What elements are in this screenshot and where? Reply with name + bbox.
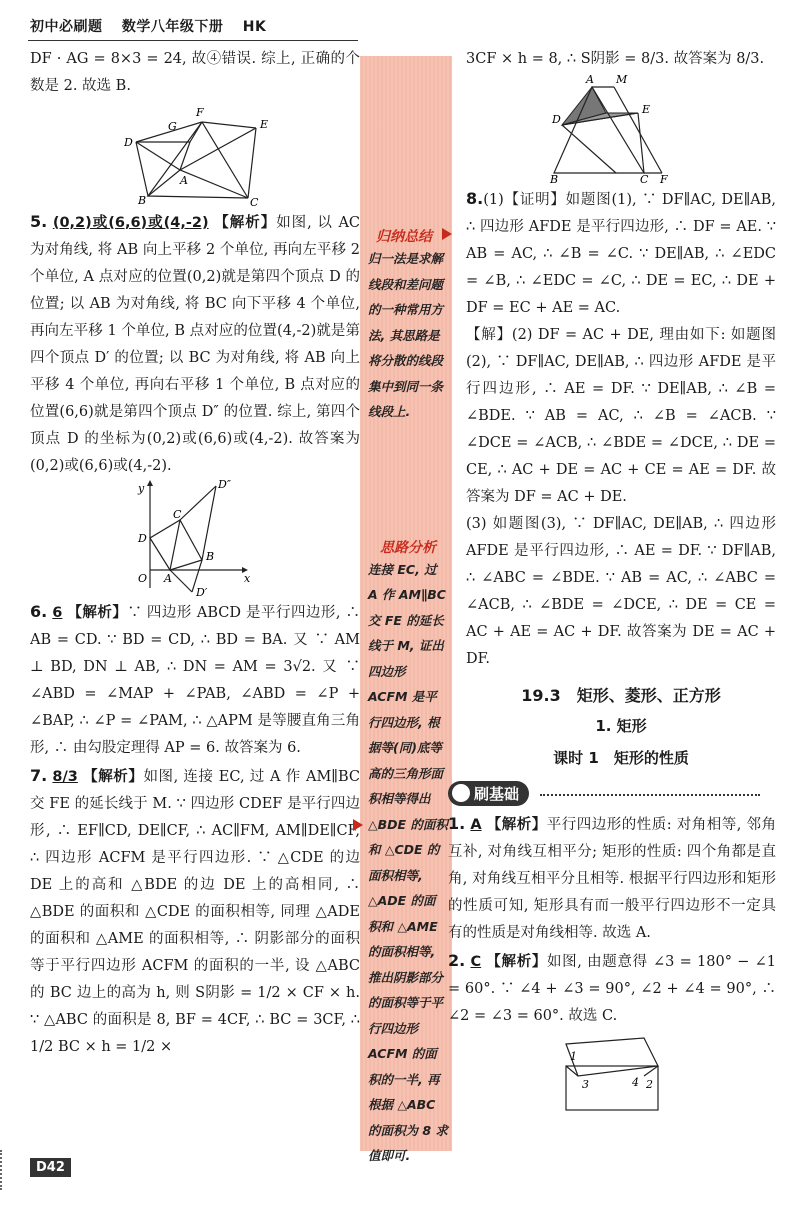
note-analysis-title: 思路分析	[380, 539, 436, 556]
note-analysis-body: 连接 EC, 过 A 作 AM∥BC 交 FE 的延长线于 M, 证出四边形 ACFM 是平行四边形, 根据等(同)底等高的三角形面积相等得出 △BDE 的面积和 △CDE 的面积相等, △ADE 的面积和 △AME 的面积相等, 推出阴影部分的面积等于平行四边形 ACFM 的面积的一半, 再根据 △ABC 的面积为 8 求值即可.	[368, 561, 448, 1163]
intro-paragraph: DF · AG = 8×3 = 24, 故④错误. 综上, 正确的个数是 2. 故选 B.	[30, 51, 360, 94]
q5-number: 5.	[30, 212, 48, 231]
note-summary-title: 归纳总结	[376, 229, 432, 245]
q5-tag: 【解析】	[214, 214, 277, 231]
figure-quadrilateral-1	[30, 100, 360, 208]
margin-notes	[360, 56, 452, 1163]
q6-number: 6.	[30, 602, 48, 621]
q7-text: 如图, 连接 EC, 过 A 作 AM∥BC 交 FE 的延长线于 M. ∵ 四边形 CDEF 是平行四边形, ∴ EF∥CD, DE∥CF, ∴ AC∥FM, AM∥DE∥CF, ∴ 四边形 ACFM 是平行四边形. ∵ △CDE 的边 DE 上的高和 △BDE 的边 DE 上的高相同, ∴ △BDE 的面积和 △CDE 的面积相等, 同理 △ADE 的面积和 △AME 的面积相等, ∴ 阴影部分的面积等于平行四边形 ACFM 的面积的一半, 设 △ABC 的 BC 边上的高为 h, 则 S阴影 = 1/2 × CF × h. ∵ △ABC 的面积是 8, BF = 4CF, ∴ BC = 3CF, ∴ 1/2 BC × h = 1/2 ×	[30, 769, 361, 1055]
q8-number: 8.	[466, 189, 484, 208]
fig3-label-D: D	[552, 113, 561, 126]
fig1-label-C: C	[250, 196, 259, 208]
fig1-label-E: E	[260, 118, 269, 131]
q7-answer: 8/3	[52, 769, 78, 785]
q2-number: 2.	[448, 951, 466, 970]
fig2-label-C: C	[173, 508, 182, 521]
question-5	[30, 208, 360, 480]
q2-tag: 【解析】	[486, 953, 547, 970]
note-pointer-icon	[353, 819, 363, 831]
y-axis-arrow-icon	[147, 480, 153, 486]
fig1-label-B: B	[138, 194, 147, 207]
question-8-part3: (3) 如题图(3), ∵ DF∥AC, DE∥AB, ∴ 四边形 AFDE 是平行四边形, ∴ AE = DF. ∵ DF∥AB, ∴ ∠ABC = ∠BDE. ∵ AB = AC, ∴ ∠ABC = ∠ACB, ∴ ∠BDE = ∠DCE, ∴ DE = CE = AC + AE = AC + DF. 故答案为 DE = AC + DF.	[466, 516, 776, 667]
fig2-label-D: D	[138, 532, 147, 545]
q7-number: 7.	[30, 766, 48, 785]
q5-text: 如图, 以 AC 为对角线, 将 AB 向上平移 2 个单位, 再向左平移 2 个单位, A 点对应的位置(0,2)就是第四个顶点 D 的位置; 以 AB 为对角线, 将 BC 向下平移 4 个单位, 再向左平移 1 个单位, B 点对应的位置(4,-2)就是第四个顶点 D′ 的位置; 以 BC 为对角线, 将 AB 向上平移 4 个单位, 再向右平移 1 个单位, B 点对应的位置(6,6)就是第四个顶点 D″ 的位置. 综上, 第四个顶点 D 的坐标为(0,2)或(6,6)或(4,-2). 故答案为(0,2)或(6,6)或(4,-2).	[30, 215, 361, 474]
fig1-label-F: F	[196, 106, 204, 119]
fig3-label-F: F	[660, 173, 668, 185]
fig2-label-B: B	[206, 550, 215, 563]
basic-practice-badge	[448, 781, 529, 806]
section-title: 19.3 矩形、菱形、正方形	[521, 686, 721, 705]
fig3-label-E: E	[642, 103, 651, 116]
q7-continuation: 3CF × h = 8, ∴ S阴影 = 8/3. 故答案为 8/3.	[466, 51, 765, 67]
badge-label: 刷基础	[474, 785, 520, 803]
q2-text: 如图, 由题意得 ∠3 = 180° − ∠1 = 60°. ∵ ∠4 + ∠3 = 90°, ∠2 + ∠4 = 90°, ∴ ∠2 = ∠3 = 60°. 故选 C.	[448, 954, 777, 1024]
note-summary-body: 归一法是求解线段和差问题的一种常用方法, 其思路是将分散的线段集中到同一条线段上.	[368, 251, 444, 419]
page-header	[30, 16, 280, 36]
figure-coordinate	[30, 480, 360, 598]
fig3-label-C: C	[640, 173, 649, 185]
brush-icon	[452, 784, 470, 802]
q1-tag: 【解析】	[486, 816, 547, 833]
fig1-label-G: G	[168, 120, 177, 133]
figure-shaded-triangle	[466, 73, 776, 185]
question-6	[30, 598, 360, 762]
q1-text: 平行四边形的性质: 对角相等, 邻角互补, 对角线互相平分; 矩形的性质: 四个角都是直角, 对角线互相平分且相等. 根据平行四边形和矩形的性质可知, 矩形具有而一般平行四边形不一定具有的性质是对角线相等. 故选 A.	[448, 817, 777, 941]
fig2-label-A: A	[164, 572, 172, 585]
fig2-label-O: O	[138, 572, 148, 585]
header-edition: HK	[242, 19, 267, 35]
fig1-label-D: D	[124, 136, 133, 149]
banner-dotted-line	[540, 794, 760, 796]
left-column	[30, 46, 360, 1061]
lesson-title: 课时 1 矩形的性质	[553, 749, 689, 767]
right-column	[448, 46, 777, 1116]
q1-number: 1.	[448, 814, 466, 833]
question-7	[30, 762, 360, 1061]
page-corner-mark	[0, 1150, 30, 1190]
q8-part1-text: (1)【证明】如题图(1), ∵ DF∥AC, DE∥AB, ∴ 四边形 AFDE 是平行四边形, ∴ DF = AE. ∵ AB = AC, ∴ ∠B = ∠C. ∵ DE∥AB, ∴ ∠EDC = ∠B, ∴ ∠EDC = ∠C, ∴ DE = EC, ∴ DE + DF = EC + AE = AC.	[466, 192, 776, 316]
question-2	[448, 947, 776, 1030]
fig3-label-A: A	[586, 73, 594, 86]
fig2-label-y: y	[138, 482, 145, 495]
q6-answer: 6	[52, 605, 63, 621]
page-number: D42	[30, 1158, 71, 1177]
question-8-part2: 【解】(2) DF = AC + DE, 理由如下: 如题图(2), ∵ DF∥AC, DE∥AB, ∴ 四边形 AFDE 是平行四边形, ∴ AE = DF. ∵ DE∥AB, ∴ ∠B = ∠BDE. ∵ AB = AC, ∴ ∠B = ∠ACB. ∵ ∠DCE = ∠ACB, ∴ ∠BDE = ∠DCE, ∴ DE = CE, ∴ AC + DE = AC + CE = AE = DF. 故答案为 DF = AC + DE.	[466, 327, 776, 505]
fig1-label-A: A	[180, 174, 188, 187]
fig4-label-3: 3	[582, 1078, 589, 1091]
q5-answer: (0,2)或(6,6)或(4,-2)	[52, 215, 209, 231]
fig4-label-1: 1	[570, 1050, 577, 1063]
q1-answer: A	[470, 817, 482, 833]
question-1	[448, 810, 776, 947]
header-book: 初中必刷题	[30, 19, 103, 35]
note-pointer-icon	[442, 228, 452, 240]
q2-answer: C	[470, 954, 482, 970]
header-subject: 数学八年级下册	[121, 19, 224, 35]
figure-rectangle-fold	[466, 1036, 776, 1116]
q6-tag: 【解析】	[67, 604, 128, 621]
q6-text: ∵ 四边形 ABCD 是平行四边形, ∴ AB = CD. ∵ BD = CD, ∴ BD = BA. 又 ∵ AM ⊥ BD, DN ⊥ AB, ∴ DN = AM = 3√2. 又 ∵ ∠ABD = ∠MAP + ∠PAB, ∠ABD = ∠P + ∠BAP, ∴ ∠P = ∠PAM, ∴ △APM 是等腰直角三角形, ∴ 由勾股定理得 AP = 6. 故答案为 6.	[30, 605, 361, 756]
basic-practice-banner	[448, 781, 776, 806]
question-8-part1	[466, 185, 776, 322]
header-divider	[28, 40, 358, 41]
fig2-label-x: x	[244, 572, 251, 585]
subsection-title: 1. 矩形	[595, 717, 647, 735]
fig4-label-2: 2	[646, 1078, 653, 1091]
q7-tag: 【解析】	[83, 768, 144, 785]
fig4-label-4: 4	[632, 1076, 639, 1089]
fig2-label-D2: D″	[218, 480, 231, 491]
fig3-label-M: M	[616, 73, 628, 86]
fig2-label-D1: D′	[196, 586, 208, 598]
fig3-label-B: B	[550, 173, 559, 185]
